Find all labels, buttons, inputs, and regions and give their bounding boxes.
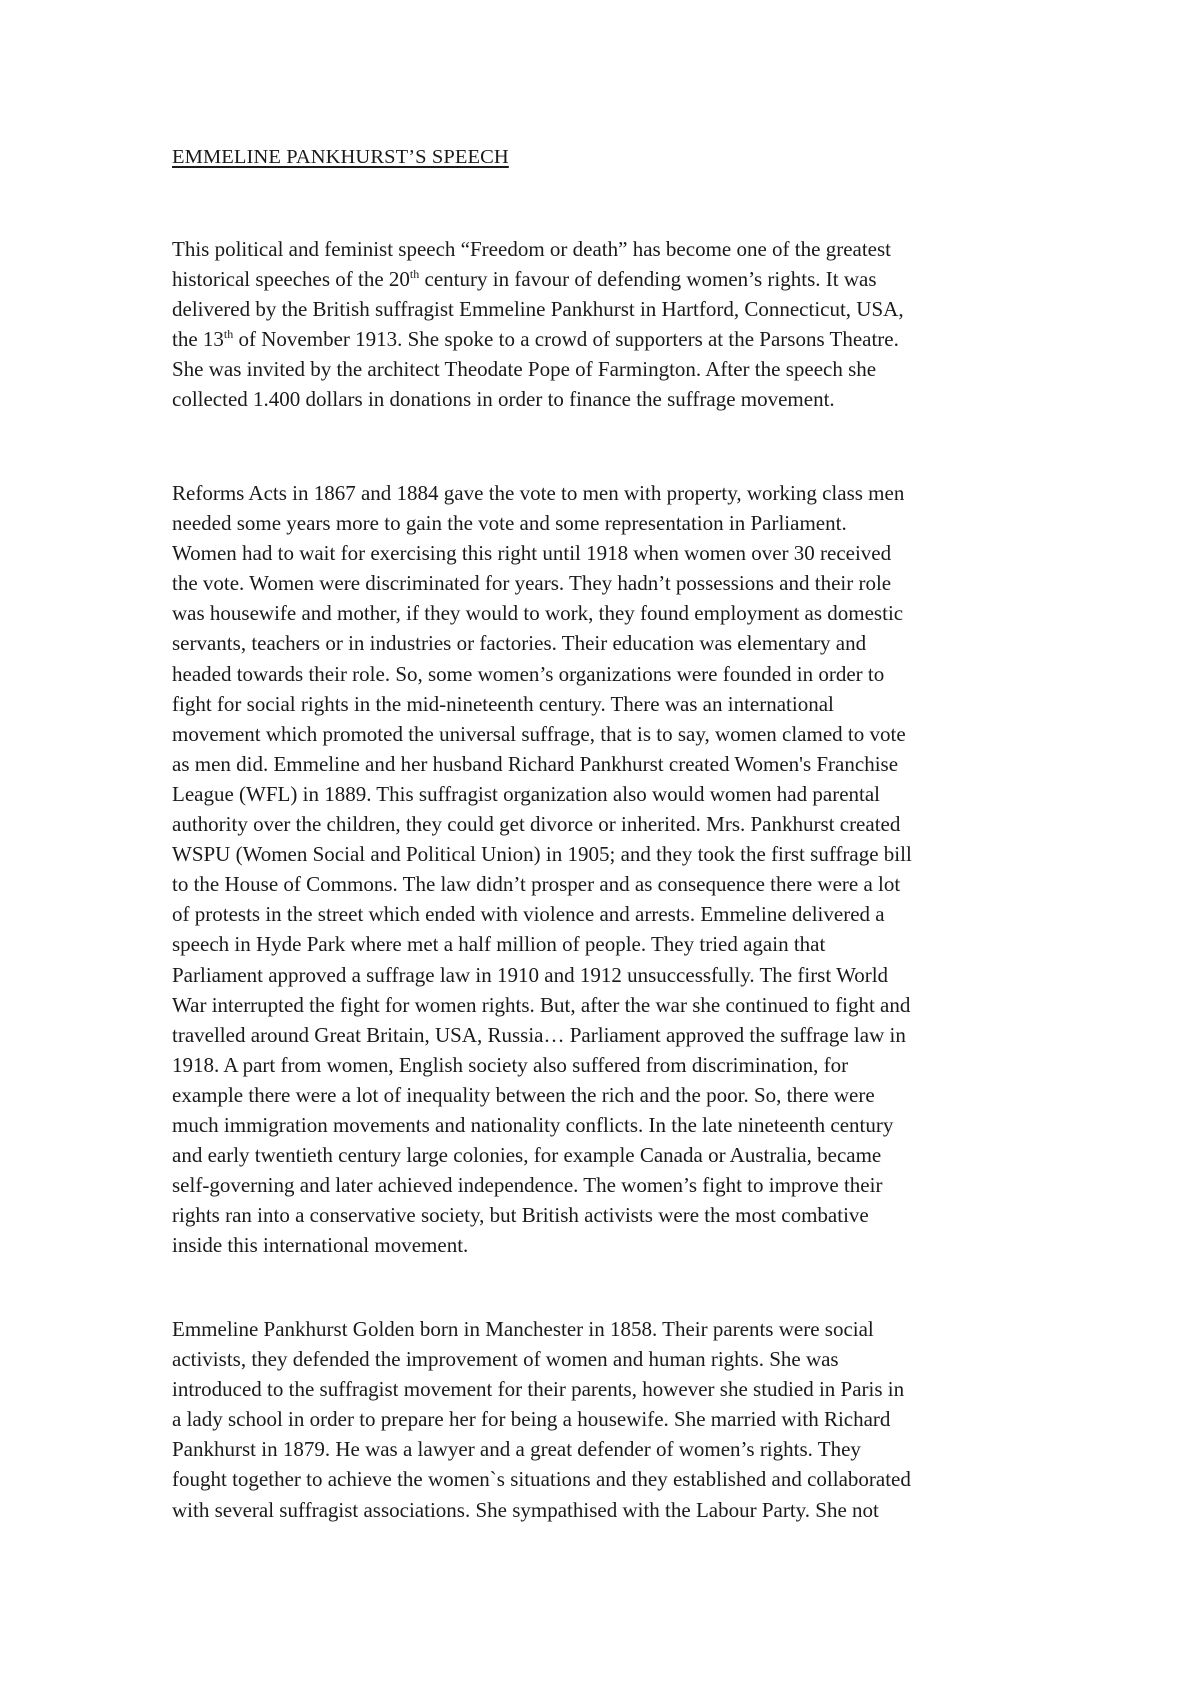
text-line: to the House of Commons. The law didn’t prosper and as consequence there were a lot	[172, 872, 901, 897]
text-line: rights ran into a conservative society, but British activists were the most combative	[172, 1203, 869, 1228]
text-line: much immigration movements and nationality conflicts. In the late nineteenth century	[172, 1112, 894, 1137]
text-line	[172, 324, 1042, 354]
text-line: self-governing and later achieved independence. The women’s fight to improve their	[172, 1173, 883, 1198]
ordinal-superscript: th	[223, 327, 234, 342]
text-line: authority over the children, they could get divorce or inherited. Mrs. Pankhurst created	[172, 812, 901, 837]
text-line: needed some years more to gain the vote and some representation in Parliament.	[172, 511, 847, 536]
text-line: servants, teachers or in industries or factories. Their education was elementary and	[172, 631, 867, 656]
text-line: headed towards their role. So, some women’s organizations were founded in order to	[172, 661, 885, 686]
text-line: a lady school in order to prepare her for being a housewife. She married with Richard	[172, 1407, 891, 1432]
text-line: fight for social rights in the mid-nineteenth century. There was an international	[172, 691, 834, 716]
paragraph-historical-context	[172, 478, 1042, 1260]
text-line: Emmeline Pankhurst Golden born in Manchester in 1858. Their parents were social	[172, 1317, 874, 1341]
text-line: activists, they defended the improvement of women and human rights. She was	[172, 1347, 839, 1372]
text-line: She was invited by the architect Theodate Pope of Farmington. After the speech she	[172, 357, 877, 382]
paragraph-speech-intro	[172, 234, 1042, 415]
text-line: as men did. Emmeline and her husband Richard Pankhurst created Women's Franchise	[172, 751, 899, 776]
document-title: EMMELINE PANKHURST’S SPEECH	[172, 146, 509, 168]
text-segment: the 13	[172, 327, 224, 352]
text-line: the vote. Women were discriminated for years. They hadn’t possessions and their role	[172, 571, 892, 596]
ordinal-superscript: th	[409, 267, 420, 282]
text-line: with several suffragist associations. She sympathised with the Labour Party. She not	[172, 1497, 879, 1522]
text-line: This political and feminist speech “Freedom or death” has become one of the greatest	[172, 237, 891, 261]
text-line: movement which promoted the universal suffrage, that is to say, women clamed to vote	[172, 721, 906, 746]
text-segment: century in favour of defending women’s rights. It was	[419, 267, 877, 292]
text-line: was housewife and mother, if they would to work, they found employment as domestic	[172, 601, 904, 626]
text-segment: historical speeches of the 20	[172, 267, 410, 292]
paragraph-biography	[172, 1314, 1042, 1525]
text-line: example there were a lot of inequality between the rich and the poor. So, there were	[172, 1082, 875, 1107]
text-line: of protests in the street which ended with violence and arrests. Emmeline delivered a	[172, 902, 885, 927]
text-line	[172, 264, 1042, 294]
text-line: Women had to wait for exercising this right until 1918 when women over 30 received	[172, 541, 892, 566]
text-line: collected 1.400 dollars in donations in order to finance the suffrage movement.	[172, 387, 835, 412]
text-line: League (WFL) in 1889. This suffragist organization also would women had parental	[172, 781, 881, 806]
text-line: travelled around Great Britain, USA, Russia… Parliament approved the suffrage law in	[172, 1022, 906, 1047]
text-line: Parliament approved a suffrage law in 1910 and 1912 unsuccessfully. The first World	[172, 962, 889, 987]
text-line: 1918. A part from women, English society also suffered from discrimination, for	[172, 1052, 849, 1077]
text-line: inside this international movement.	[172, 1233, 469, 1258]
text-line: Pankhurst in 1879. He was a lawyer and a great defender of women’s rights. They	[172, 1437, 861, 1462]
text-line: War interrupted the fight for women rights. But, after the war she continued to fight and	[172, 992, 911, 1017]
text-line: delivered by the British suffragist Emmeline Pankhurst in Hartford, Connecticut, USA,	[172, 297, 904, 322]
text-line: and early twentieth century large colonies, for example Canada or Australia, became	[172, 1143, 882, 1168]
text-line: speech in Hyde Park where met a half million of people. They tried again that	[172, 932, 826, 957]
text-line: introduced to the suffragist movement for their parents, however she studied in Paris in	[172, 1377, 905, 1402]
text-line: WSPU (Women Social and Political Union) in 1905; and they took the first suffrage bill	[172, 842, 912, 867]
text-line: Reforms Acts in 1867 and 1884 gave the vote to men with property, working class men	[172, 481, 905, 505]
text-segment: of November 1913. She spoke to a crowd of supporters at the Parsons Theatre.	[233, 327, 899, 352]
text-line: fought together to achieve the women`s situations and they established and collaborated	[172, 1467, 911, 1492]
